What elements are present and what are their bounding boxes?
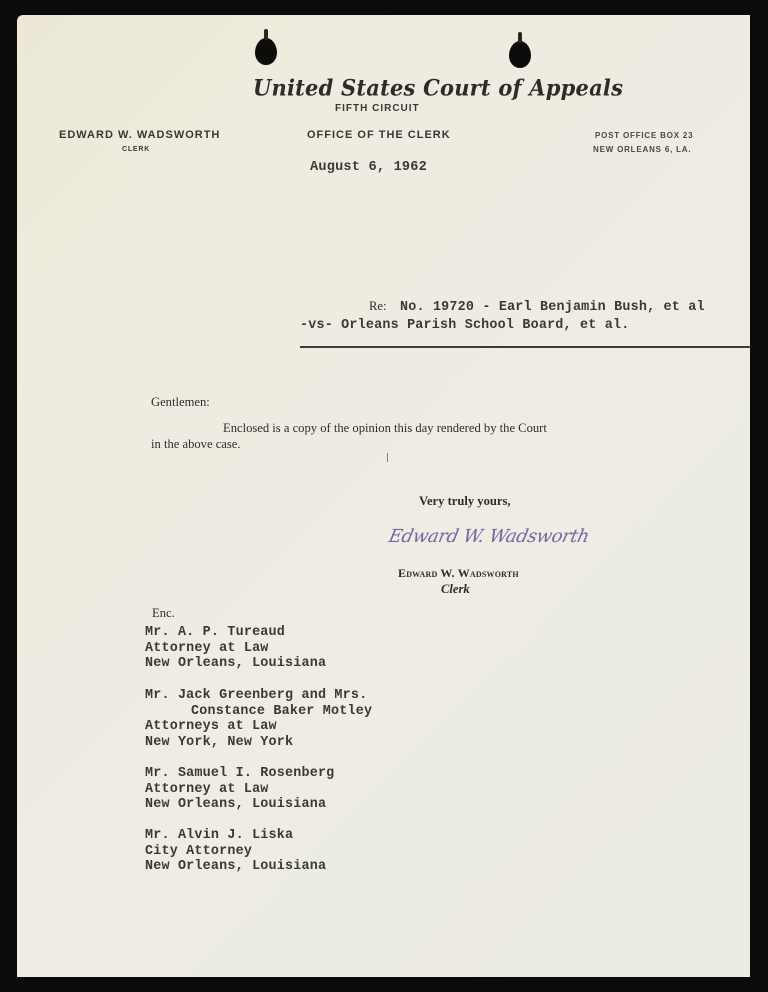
- enclosure-label: Enc.: [152, 606, 175, 620]
- court-name: United States Court of Appeals: [253, 74, 624, 101]
- re-label: Re:: [369, 299, 387, 313]
- re-line-2: -vs- Orleans Parish School Board, et al.: [300, 318, 630, 333]
- signer-name: Edward W. Wadsworth: [398, 566, 519, 580]
- recipient-4-title: City Attorney: [145, 843, 253, 859]
- address-line-1: POST OFFICE BOX 23: [595, 131, 694, 140]
- recipient-2-name-cont: Constance Baker Motley: [191, 703, 373, 719]
- circuit-name: FIFTH CIRCUIT: [335, 103, 420, 114]
- recipient-3-city: New Orleans, Louisiana: [145, 797, 327, 812]
- clerk-name-header: EDWARD W. WADSWORTH: [59, 129, 221, 141]
- recipient-4-name: Mr. Alvin J. Liska: [145, 828, 294, 843]
- letter-page: [17, 15, 750, 977]
- recipient-3-title: Attorney at Law: [145, 781, 269, 797]
- valediction: Very truly yours,: [419, 494, 511, 508]
- reference-underline: [300, 346, 750, 348]
- recipient-1: [145, 625, 326, 672]
- hole-punch-right: [509, 41, 531, 68]
- body-line-2: in the above case.: [151, 437, 241, 451]
- salutation: Gentlemen:: [151, 395, 210, 409]
- handwritten-signature: Edward W. Wadsworth: [386, 526, 592, 547]
- recipient-4: [145, 828, 326, 875]
- recipient-2: [145, 688, 372, 750]
- hole-punch-left: [255, 38, 277, 65]
- recipient-1-name: Mr. A. P. Tureaud: [145, 625, 286, 640]
- recipient-1-city: New Orleans, Louisiana: [145, 656, 327, 671]
- recipient-2-name: Mr. Jack Greenberg and Mrs.: [145, 688, 368, 703]
- office-of-clerk: OFFICE OF THE CLERK: [307, 129, 451, 141]
- recipient-2-title: Attorneys at Law: [145, 719, 277, 734]
- clerk-title-header: CLERK: [122, 146, 151, 153]
- body-line-1: Enclosed is a copy of the opinion this day rendered by the Court: [223, 421, 547, 435]
- recipient-4-city: New Orleans, Louisiana: [145, 859, 327, 874]
- address-line-2: NEW ORLEANS 6, LA.: [593, 145, 692, 154]
- re-line-1: No. 19720 - Earl Benjamin Bush, et al: [400, 300, 705, 315]
- recipient-3: [145, 766, 334, 813]
- recipient-1-title: Attorney at Law: [145, 640, 269, 656]
- signer-title: Clerk: [441, 582, 470, 596]
- letter-date: August 6, 1962: [310, 160, 428, 175]
- stray-mark: [387, 453, 388, 462]
- recipient-3-name: Mr. Samuel I. Rosenberg: [145, 766, 335, 781]
- recipient-2-city: New York, New York: [145, 734, 294, 750]
